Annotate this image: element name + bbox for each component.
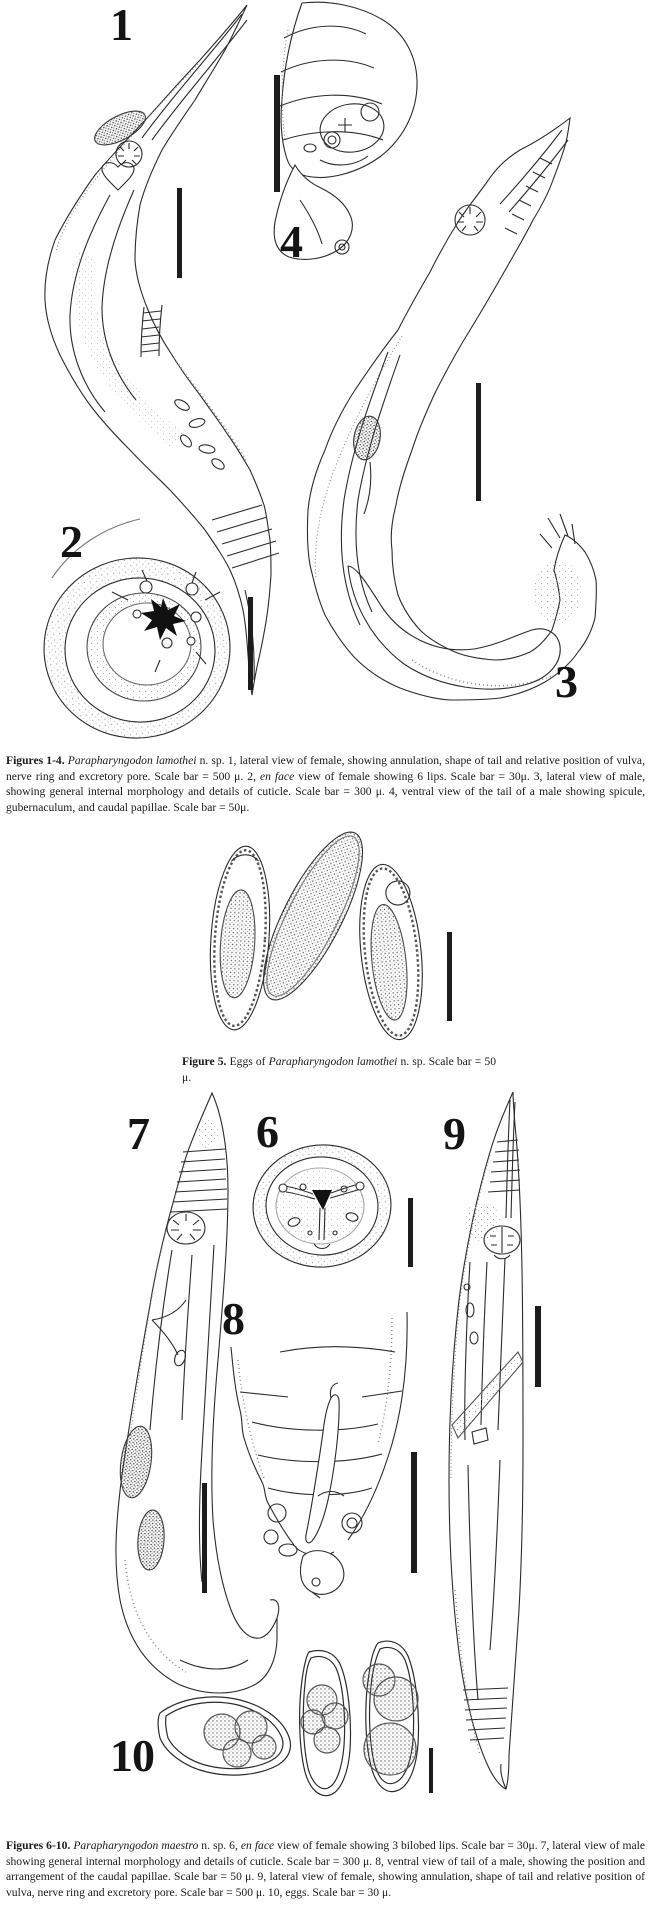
figure-9-drawing: [449, 1092, 523, 1789]
figure-10-number: 10: [110, 1730, 154, 1781]
figure-3-number: 3: [555, 656, 577, 707]
figure-2-scale-bar: [248, 597, 253, 690]
figure-3-scale-bar: [476, 383, 481, 501]
figure-4-scale-bar: [274, 75, 280, 192]
figure-9-scale-bar: [535, 1306, 541, 1387]
caption-figure-5: Figure 5. Eggs of Parapharyngodon lamothei n. sp. Scale bar = 50 μ.: [182, 1055, 496, 1084]
caption-figures-1-4: Figures 1-4. Parapharyngodon lamothei n. sp. 1, lateral view of female, showing annulation, shape of tail and relative position of vulva, nerve ring and excretory pore. Scale bar = 500 μ. 2, en face view of female showing 6 lips. Scale bar = 30μ. 3, lateral view of male, showing general internal morphology and details of cuticle. Scale bar = 300 μ. 4, ventral view of the tail of a male showing spicule, gubernaculum, and caudal papillae. Scale bar = 50μ.: [6, 754, 645, 814]
figure-5-drawing: [205, 820, 430, 1043]
figure-6-drawing: [248, 1139, 396, 1273]
figure-1-number: 1: [110, 0, 132, 50]
figure-7-scale-bar: [202, 1483, 207, 1593]
figure-8-drawing: [231, 1312, 407, 1598]
figure-8-number: 8: [222, 1293, 244, 1344]
figure-7-number: 7: [127, 1108, 149, 1159]
figure-5-scale-bar: [447, 932, 452, 1021]
figure-4-number: 4: [280, 216, 302, 267]
figure-6-number: 6: [256, 1106, 278, 1157]
figure-9-number: 9: [443, 1108, 465, 1159]
figure-3-drawing: [307, 118, 596, 700]
figure-6-scale-bar: [408, 1198, 413, 1267]
figure-1-scale-bar: [177, 188, 182, 278]
figure-10-scale-bar: [429, 1748, 433, 1793]
figure-8-scale-bar: [411, 1452, 417, 1573]
caption-figures-6-10: Figures 6-10. Parapharyngodon maestro n. sp. 6, en face view of female showing 3 bilobed lips. Scale bar = 30μ. 7, lateral view of male showing general internal morphology and details of cuticle. Scale bar = 300 μ. 8, ventral view of tail of a male, showing the position and arrangement of the caudal papillae. Scale bar = 50 μ. 9, lateral view of female, showing annulation, shape of tail and relative position of vulva, nerve ring and excretory pore. Scale bar = 500 μ. 10, eggs. Scale bar = 30 μ.: [6, 1839, 646, 1899]
figure-2-number: 2: [60, 516, 82, 567]
